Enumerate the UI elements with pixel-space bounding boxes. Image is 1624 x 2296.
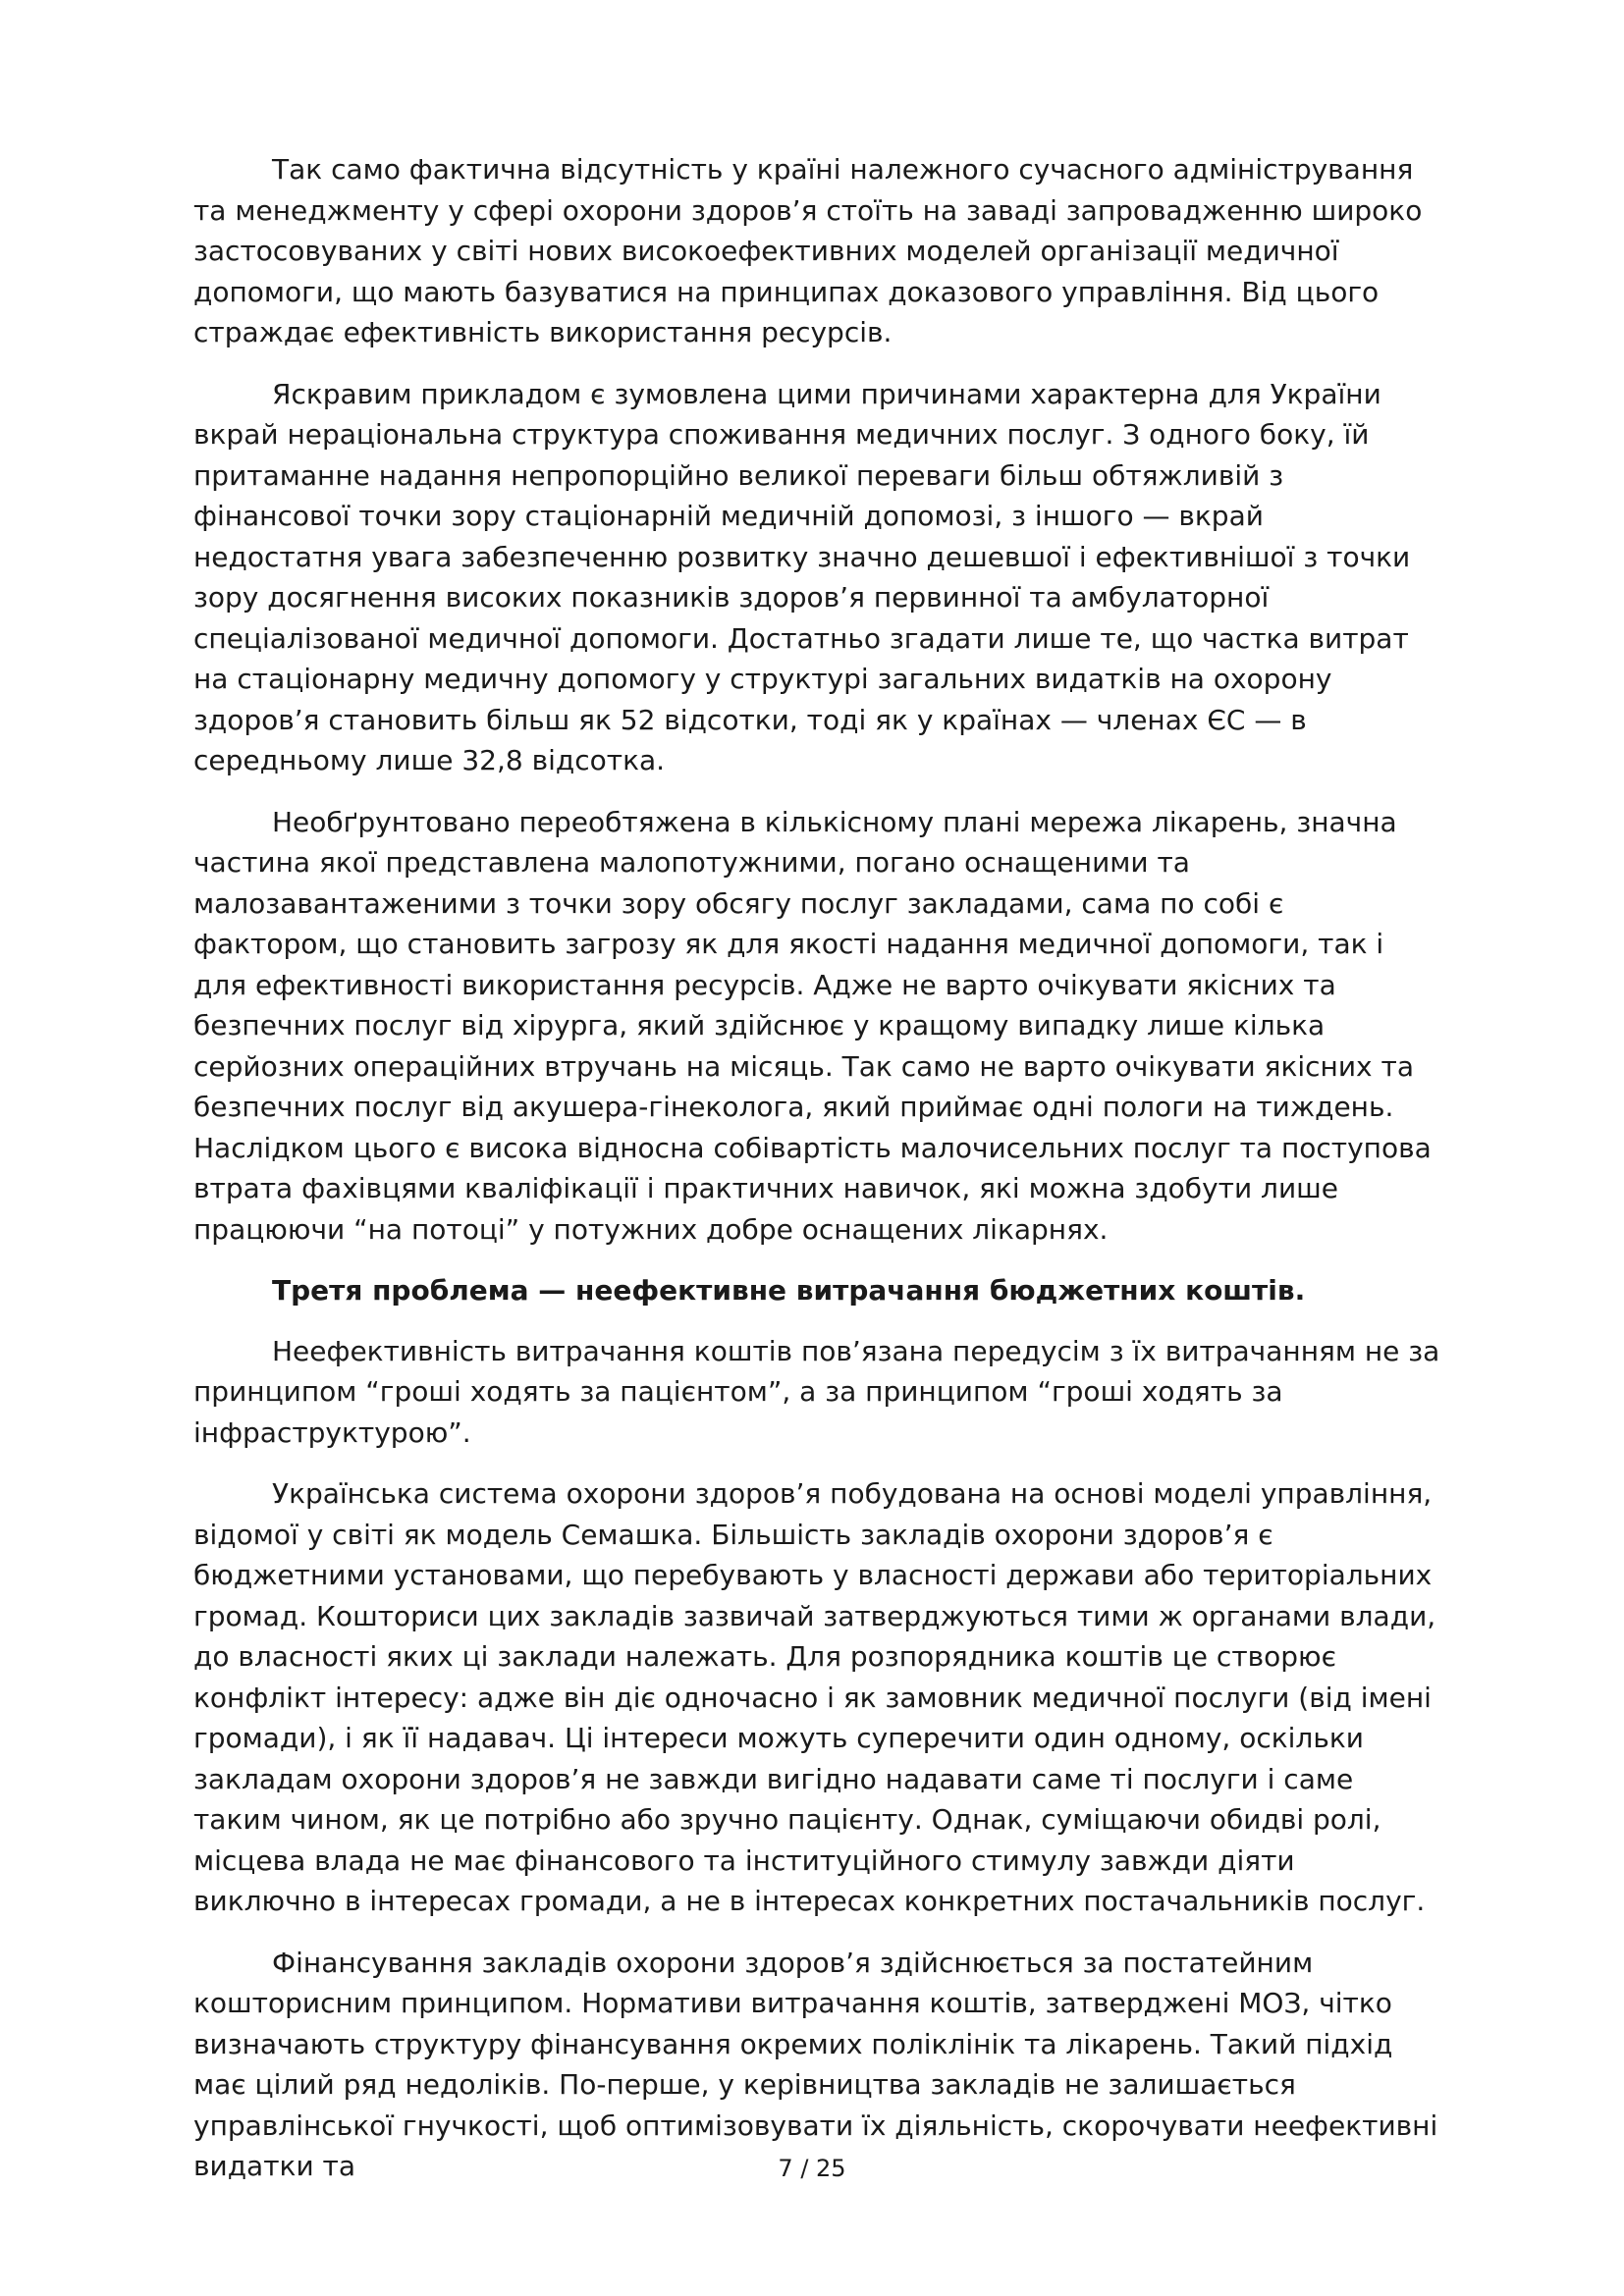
page-number: 7 / 25 bbox=[778, 2155, 846, 2182]
paragraph-budget-financing: Фінансування закладів охорони здоров’я здійснюється за постатейним кошторисним принципом. Нормативи витрачання коштів, затверджені МОЗ, чітко визначають структуру фінансування окремих поліклінік та лікарень. Такий підхід має цілий ряд недоліків. По-перше, у керівництва закладів не залишається управлінської гнучкості, щоб оптимізовувати їх діяльність, скорочувати неефективні видатки та bbox=[193, 1946, 1438, 2182]
section-heading: Третя проблема — неефективне витрачання бюджетних коштів. bbox=[272, 1274, 1306, 1307]
document-body bbox=[193, 149, 1440, 2208]
paragraph-semashko-model: Українська система охорони здоров’я побудована на основі моделі управління, відомої у світі як модель Семашка. Більшість закладів охорони здоров’я є бюджетними установами, що перебувають у власності держави або територіальних громад. Кошториси цих закладів зазвичай затверджуються тими ж органами влади, до власності яких ці заклади належать. Для розпорядника коштів це створює конфлікт інтересу: адже він діє одночасно і як замовник медичної послуги (від імені громади), і як її надавач. Ці інтереси можуть суперечити один одному, оскільки закладам охорони здоров’я не завжди вигідно надавати саме ті послуги і саме таким чином, як це потрібно або зручно пацієнту. Однак, суміщаючи обидві ролі, місцева влада не має фінансового та інституційного стимулу завжди діяти виключно в інтересах громади, а не в інтересах конкретних постачальників послуг. bbox=[193, 1477, 1436, 1917]
paragraph-spending-inefficiency: Неефективність витрачання коштів пов’язана передусім з їх витрачанням не за принципом “гроші ходять за пацієнтом”, а за принципом “гроші ходять за інфраструктурою”. bbox=[193, 1334, 1440, 1449]
paragraph-consumption-structure: Яскравим прикладом є зумовлена цими причинами характерна для України вкрай нераціональна структура споживання медичних послуг. З одного боку, їй притаманне надання непропорційно великої переваги більш обтяжливій з фінансової точки зору стаціонарній медичній допомозі, з іншого — вкрай недостатня увага забезпеченню розвитку значно дешевшої і ефективнішої з точки зору досягнення високих показників здоров’я первинної та амбулаторної спеціалізованої медичної допомоги. Достатньо згадати лише те, що частка витрат на стаціонарну медичну допомогу у структурі загальних видатків на охорону здоров’я становить більш як 52 відсотки, тоді як у країнах — членах ЄС — в середньому лише 32,8 відсотка. bbox=[193, 377, 1411, 776]
paragraph-hospital-network: Необґрунтовано переобтяжена в кількісному плані мережа лікарень, значна частина якої представлена малопотужними, погано оснащеними та малозавантаженими з точки зору обсягу послуг закладами, сама по собі є фактором, що становить загрозу як для якості надання медичної допомоги, так і для ефективності використання ресурсів. Адже не варто очікувати якісних та безпечних послуг від хірурга, який здійснює у кращому випадку лише кілька серйозних операційних втручань на місяць. Так само не варто очікувати якісних та безпечних послуг від акушера-гінеколога, який приймає одні пологи на тиждень. Наслідком цього є висока відносна собівартість малочисельних послуг та поступова втрата фахівцями кваліфікації і практичних навичок, які можна здобути лише працюючи “на потоці” у потужних добре оснащених лікарнях. bbox=[193, 805, 1432, 1246]
paragraph-administration: Так само фактична відсутність у країні належного сучасного адміністрування та менеджменту у сфері охорони здоров’я стоїть на заваді запровадженню широко застосовуваних у світі нових високоефективних моделей організації медичної допомоги, що мають базуватися на принципах доказового управління. Від цього страждає ефективність використання ресурсів. bbox=[193, 153, 1423, 348]
